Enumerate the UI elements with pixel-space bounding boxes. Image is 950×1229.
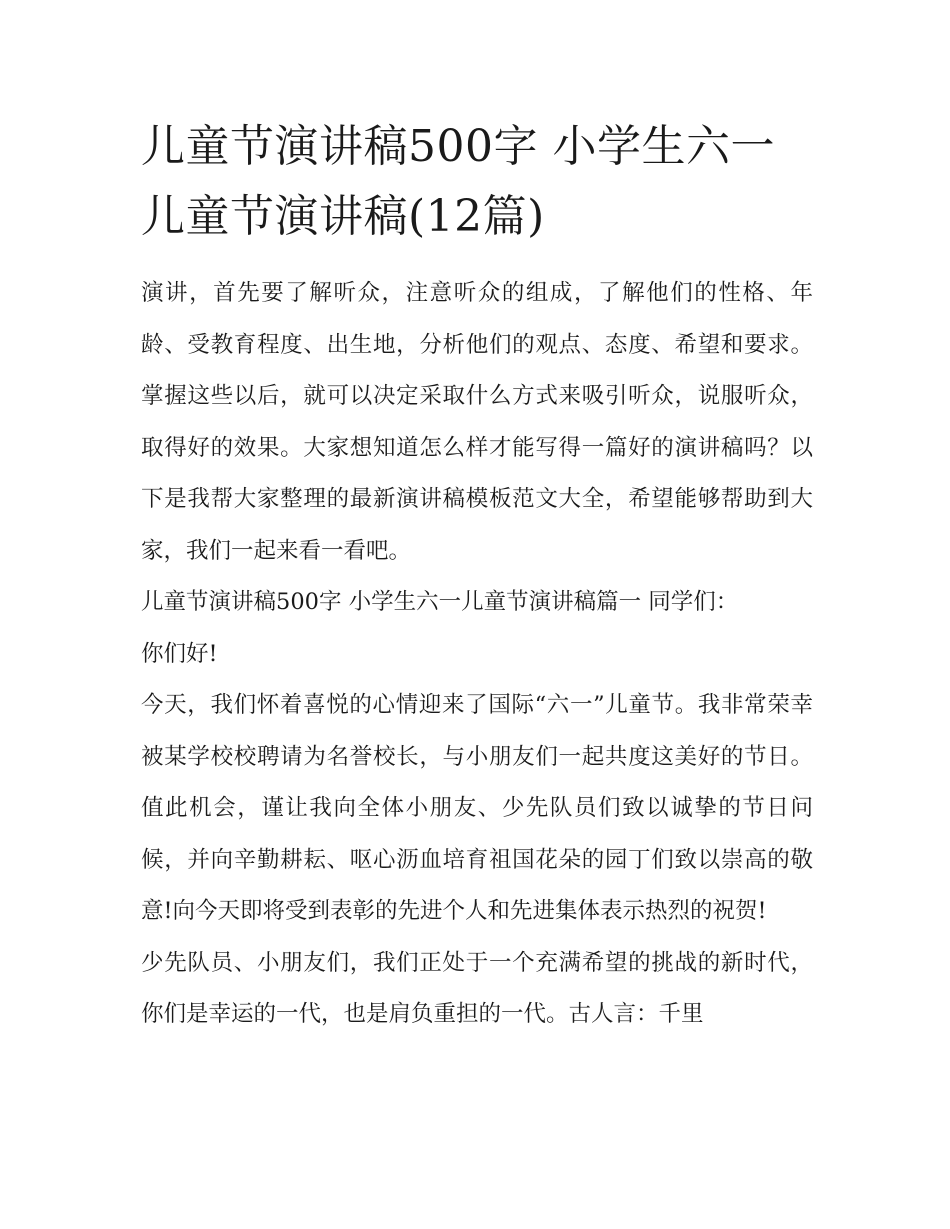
document-body	[141, 268, 813, 1041]
document-page	[141, 112, 813, 1041]
body-paragraph: 今天，我们怀着喜悦的心情迎来了国际“六一”儿童节。我非常荣幸被某学校校聘请为名誉校长，与小朋友们一起共度这美好的节日。值此机会，谨让我向全体小朋友、少先队员们致以诚挚的节日问候，并向辛勤耕耘、呕心沥血培育祖国花朵的园丁们致以崇高的敬意!向今天即将受到表彰的先进个人和先进集体表示热烈的祝贺!	[141, 692, 813, 924]
section-heading-paragraph: 儿童节演讲稿500字 小学生六一儿童节演讲稿篇一 同学们：	[141, 589, 739, 615]
document-title: 儿童节演讲稿500字 小学生六一儿童节演讲稿(12篇)	[141, 121, 775, 242]
body-paragraph: 少先队员、小朋友们，我们正处于一个充满希望的挑战的新时代，你们是幸运的一代，也是肩负重担的一代。古人言：千里	[141, 949, 813, 1027]
intro-paragraph: 演讲，首先要了解听众，注意听众的组成，了解他们的性格、年龄、受教育程度、出生地，分析他们的观点、态度、希望和要求。掌握这些以后，就可以决定采取什么方式来吸引听众，说服听众，取得好的效果。大家想知道怎么样才能写得一篇好的演讲稿吗？以下是我帮大家整理的最新演讲稿模板范文大全，希望能够帮助到大家，我们一起来看一看吧。	[141, 280, 813, 564]
greeting-paragraph: 你们好!	[141, 640, 218, 667]
